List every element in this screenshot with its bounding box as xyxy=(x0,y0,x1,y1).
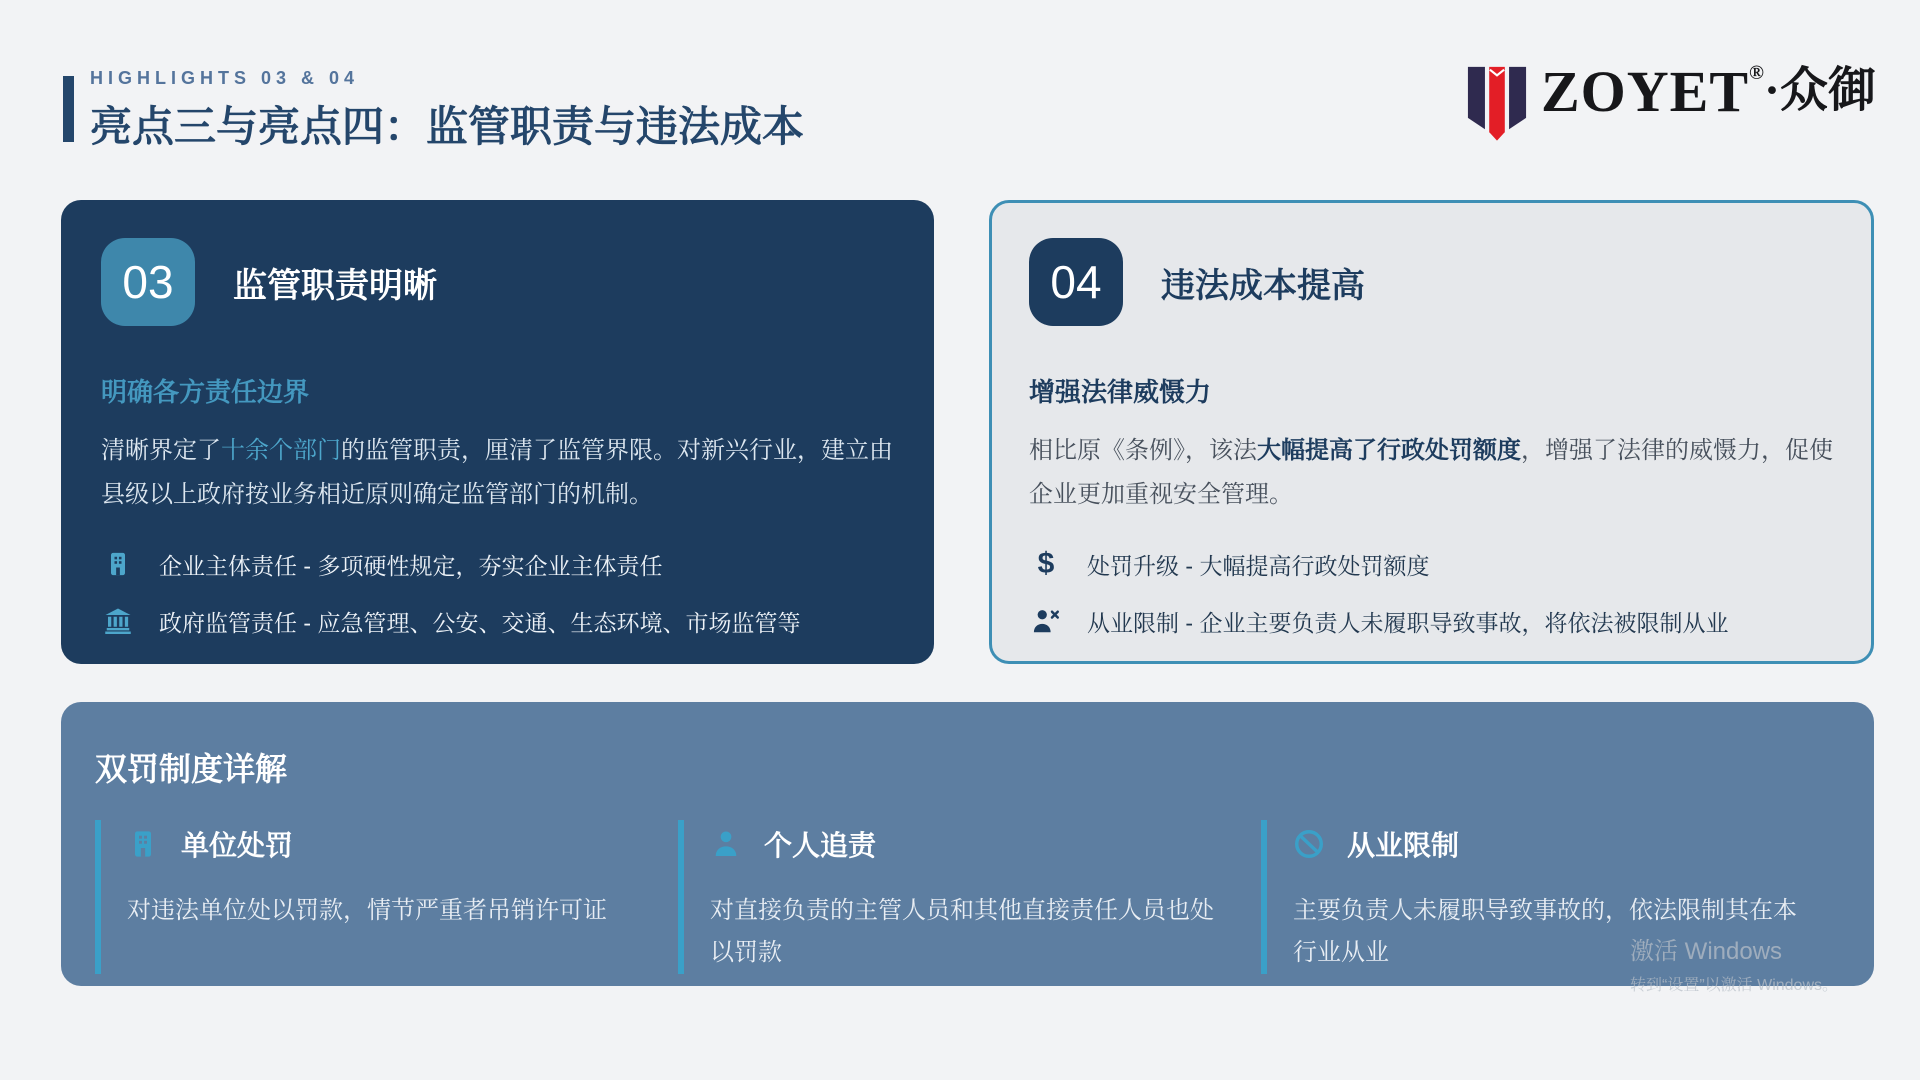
column-title: 单位处罚 xyxy=(181,830,294,861)
list-item xyxy=(101,548,894,581)
bullet-text: 政府监管责任 - 应急管理、公安、交通、生态环境、市场监管等 xyxy=(159,609,801,636)
windows-activation-watermark xyxy=(1630,931,1838,995)
brand-name-cn: ·众御 xyxy=(1763,64,1876,117)
column-header xyxy=(1293,824,1800,864)
card-04-title: 违法成本提高 xyxy=(1161,266,1365,305)
card-04-body-post: ，增强了法律的威慑力，促使企业更加重视安全管理。 xyxy=(1029,437,1833,509)
bank-icon xyxy=(101,606,135,636)
page-title: 亮点三与亮点四：监管职责与违法成本 xyxy=(90,103,805,150)
brand-name: ZOYET xyxy=(1540,59,1750,124)
building-icon xyxy=(101,550,135,578)
dollar-icon: $ xyxy=(1037,547,1055,581)
card-04-body xyxy=(1029,429,1834,518)
list-item xyxy=(1029,605,1834,638)
eyebrow-label: HIGHLIGHTS 03 & 04 xyxy=(90,68,360,88)
column-title: 从业限制 xyxy=(1347,830,1460,861)
list-item xyxy=(101,605,894,638)
card-03-subtitle: 明确各方责任边界 xyxy=(101,377,310,407)
card-03-body-highlight: 十余个部门 xyxy=(221,437,341,464)
watermark-line2: 转到“设置”以激活 Windows。 xyxy=(1630,977,1839,994)
brand-wordmark xyxy=(1541,60,1876,124)
title-accent-bar xyxy=(63,76,74,142)
card-violation-cost xyxy=(989,200,1874,664)
column-description: 对违法单位处以罚款，情节严重者吊销许可证 xyxy=(127,897,607,924)
card-04-body-highlight: 大幅提高了行政处罚额度 xyxy=(1257,437,1521,464)
card-04-bullets xyxy=(1029,548,1834,638)
card-regulatory-duties xyxy=(61,200,934,664)
column-unit-punishment xyxy=(95,820,678,974)
panel-columns xyxy=(95,820,1844,974)
card-03-header xyxy=(101,238,894,326)
bullet-text: 企业主体责任 - 多项硬性规定，夯实企业主体责任 xyxy=(159,552,663,579)
ban-icon xyxy=(1293,828,1325,860)
watermark-line1: 激活 Windows xyxy=(1630,938,1783,965)
card-03-body-post: 的监管职责，厘清了监管界限。对新兴行业，建立由县级以上政府按业务相近原则确定监管部门的机制。 xyxy=(101,437,893,509)
card-03-bullets xyxy=(101,548,894,638)
column-description: 主要负责人未履职导致事故的，依法限制其在本行业从业 xyxy=(1293,897,1797,966)
list-item xyxy=(1029,548,1834,581)
column-personal-accountability xyxy=(678,820,1261,974)
panel-title: 双罚制度详解 xyxy=(95,751,288,787)
shield-logo-icon xyxy=(1465,64,1529,147)
dual-punishment-panel xyxy=(61,702,1874,986)
card-03-number-badge: 03 xyxy=(101,238,195,326)
column-description: 对直接负责的主管人员和其他直接责任人员也处以罚款 xyxy=(710,897,1214,966)
person-x-icon xyxy=(1029,606,1063,636)
column-header xyxy=(710,824,1217,864)
card-04-subtitle: 增强法律威慑力 xyxy=(1029,377,1212,407)
bullet-text: 处罚升级 - 大幅提高行政处罚额度 xyxy=(1087,552,1430,579)
column-header xyxy=(127,824,634,864)
card-03-body-pre: 清晰界定了 xyxy=(101,437,221,464)
card-04-number-badge: 04 xyxy=(1029,238,1123,326)
brand-logo xyxy=(1465,60,1876,147)
column-title: 个人追责 xyxy=(764,830,877,861)
bullet-text: 从业限制 - 企业主要负责人未履职导致事故，将依法被限制从业 xyxy=(1087,609,1729,636)
card-04-body-pre: 相比原《条例》，该法 xyxy=(1029,437,1257,464)
building-icon xyxy=(127,828,159,860)
card-04-header xyxy=(1029,238,1834,326)
card-03-title: 监管职责明晰 xyxy=(233,266,437,305)
card-03-body xyxy=(101,429,894,518)
person-icon xyxy=(710,828,742,860)
registered-mark: ® xyxy=(1749,62,1764,84)
